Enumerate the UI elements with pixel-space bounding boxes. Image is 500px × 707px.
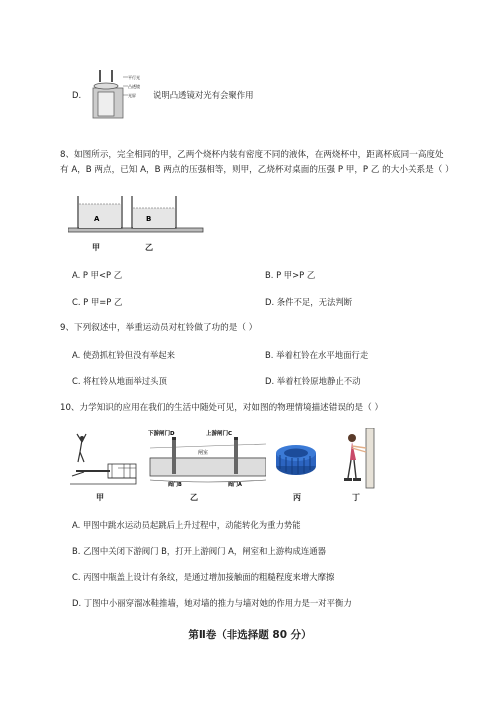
q8-stem-line1: 8、如图所示，完全相同的甲，乙两个烧杯内装有密度不同的液体，在两烧杯中，距离杯底同一高度处: [60, 150, 444, 160]
q10-option-d: D. 丁图中小丽穿溜冰鞋推墙，她对墙的推力与墙对她的作用力是一对平衡力: [72, 598, 352, 608]
fig-label-screen: 光屏: [128, 93, 136, 98]
bottle-cap-figure: [272, 440, 320, 478]
label-downstream-gate-d: 下游闸门D: [148, 431, 175, 437]
q10-option-b: B. 乙图中关闭下游阀门 B，打开上游阀门 A，闸室和上游构成连通器: [72, 546, 326, 556]
q10-stem: 10、力学知识的应用在我们的生活中随处可见，对如图的物理情境描述错误的是（ ）: [60, 403, 384, 413]
q8-option-b: B. P 甲>P 乙: [265, 270, 316, 280]
caption-fig-jia: 甲: [96, 493, 104, 502]
q10-option-a: A. 甲图中跳水运动员起跳后上升过程中，动能转化为重力势能: [72, 520, 301, 530]
point-b-label: B: [146, 215, 152, 223]
q7-option-d-text: 说明凸透镜对光有会聚作用: [153, 90, 254, 100]
q8-option-d: D. 条件不足，无法判断: [265, 297, 353, 307]
q8-stem-line2: 有 A，B 两点，已知 A，B 两点的压强相等，则甲，乙烧杯对桌面的压强 P 甲，P 乙 的大小关系是（ ）: [60, 165, 454, 175]
q8-option-a: A. P 甲<P 乙: [72, 270, 123, 280]
q9-stem: 9、下列叙述中，举重运动员对杠铃做了功的是（ ）: [60, 323, 258, 333]
fig-label-parallel-light: 平行光: [128, 75, 140, 80]
girl-pushing-wall-figure: [336, 428, 376, 490]
caption-jia: 甲: [92, 243, 100, 252]
q9-option-a: A. 使劲抓杠铃但没有举起来: [72, 350, 176, 360]
caption-fig-yi: 乙: [190, 493, 198, 502]
label-lock-chamber: 闸室: [198, 450, 209, 456]
diving-figure: [68, 426, 140, 488]
q10-option-c: C. 丙图中瓶盖上设计有条纹，是通过增加接触面的粗糙程度来增大摩擦: [72, 572, 335, 582]
q9-option-c: C. 将杠铃从地面举过头顶: [72, 376, 167, 386]
beakers-figure: [68, 192, 218, 240]
caption-yi: 乙: [145, 243, 153, 252]
caption-fig-bing: 丙: [293, 493, 301, 502]
q8-option-c: C. P 甲=P 乙: [72, 297, 123, 307]
section-title: 第Ⅱ卷（非选择题 80 分）: [188, 629, 312, 641]
ship-lock-figure: [148, 428, 266, 490]
caption-fig-ding: 丁: [352, 493, 360, 502]
label-upstream-gate-c: 上游闸门C: [206, 431, 233, 437]
q7-option-d-label: D.: [72, 90, 82, 100]
q9-option-d: D. 举着杠铃原地静止不动: [265, 376, 361, 386]
fig-label-convex-lens: 凸透镜: [128, 84, 140, 89]
label-valve-b: 阀门B: [168, 482, 182, 488]
label-valve-a: 阀门A: [228, 482, 242, 488]
point-a-label: A: [94, 215, 100, 223]
lens-experiment-figure: [90, 68, 145, 120]
q9-option-b: B. 举着杠铃在水平地面行走: [265, 350, 369, 360]
